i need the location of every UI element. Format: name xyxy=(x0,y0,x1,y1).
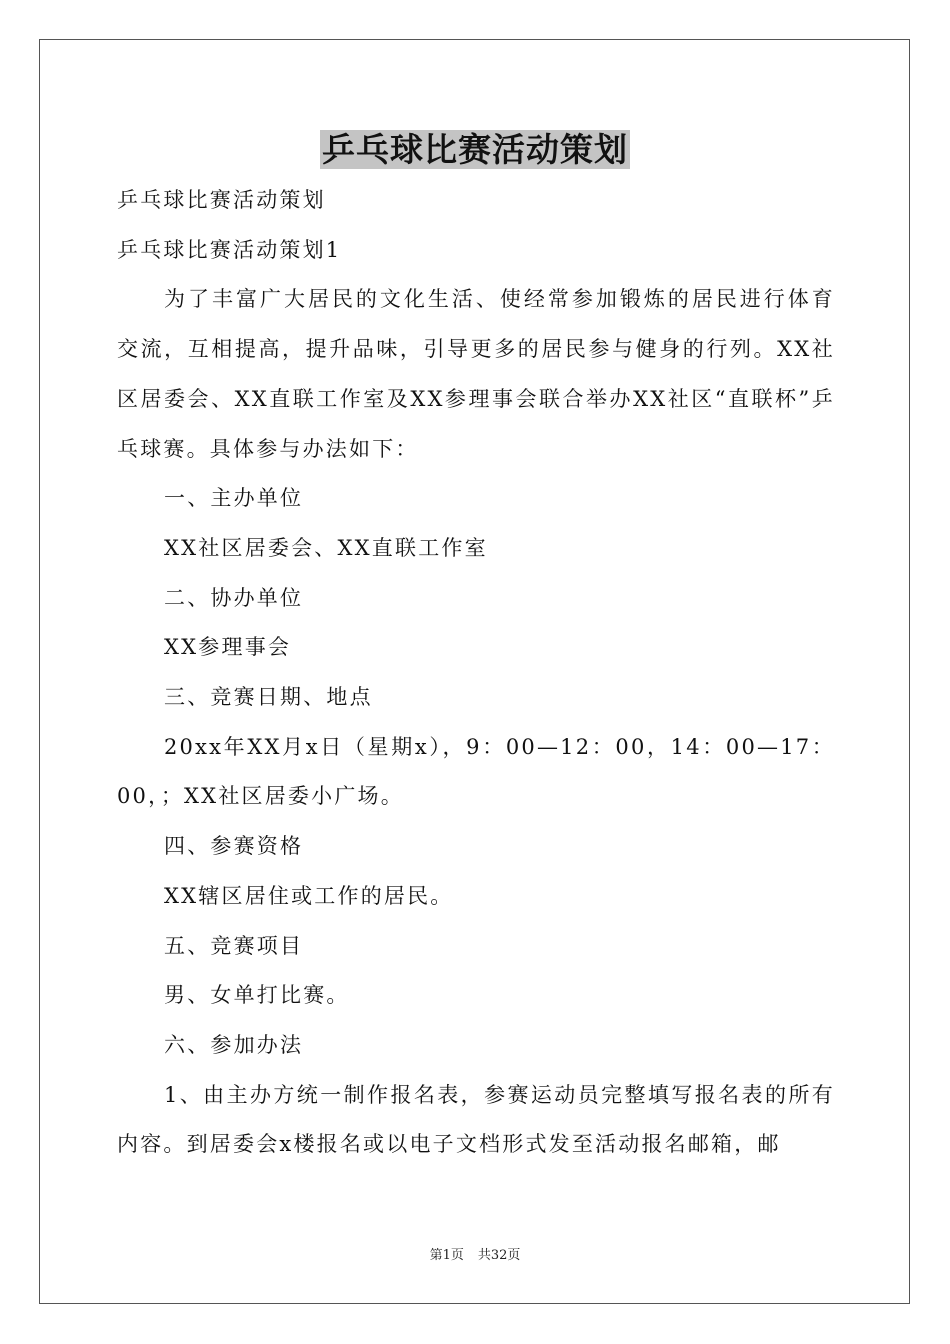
body-paragraph: 1、由主办方统一制作报名表，参赛运动员完整填写报名表的所有内容。到居委会x楼报名或以电子文档形式发至活动报名邮箱，邮 xyxy=(117,1082,835,1157)
body-paragraph: XX辖区居住或工作的居民。 xyxy=(164,883,454,908)
body-paragraph: 男、女单打比赛。 xyxy=(164,983,350,1008)
document-title xyxy=(0,128,950,172)
page-total: 共32页 xyxy=(477,1248,521,1263)
body-paragraph: 五、竞赛项目 xyxy=(164,933,304,958)
body-paragraph: 乒乓球比赛活动策划 xyxy=(117,188,326,212)
body-paragraph: 三、竞赛日期、地点 xyxy=(164,685,373,710)
body-paragraph: 六、参加办法 xyxy=(164,1032,304,1057)
body-paragraph: 乒乓球比赛活动策划1 xyxy=(117,237,342,262)
document-body xyxy=(117,176,835,1170)
body-paragraph: 为了丰富广大居民的文化生活、使经常参加锻炼的居民进行体育交流，互相提高，提升品味，引导更多的居民参与健身的行列。XX社区居委会、XX直联工作室及XX参理事会联合举办XX社区“直联杯”乒乓球赛。具体参与办法如下： xyxy=(117,287,835,461)
body-paragraph: 四、参赛资格 xyxy=(164,834,304,859)
body-paragraph: 二、协办单位 xyxy=(164,585,304,610)
page-footer xyxy=(0,1247,950,1265)
page-number: 第1页 xyxy=(429,1248,464,1263)
body-paragraph: 20xx年XX月x日（星期x），9：00—12：00，14：00—17：00，；XX社区居委小广场。 xyxy=(117,734,835,809)
body-paragraph: 一、主办单位 xyxy=(164,486,304,511)
body-paragraph: XX社区居委会、XX直联工作室 xyxy=(164,535,488,560)
body-paragraph: XX参理事会 xyxy=(164,635,292,660)
document-title-text: 乒乓球比赛活动策划 xyxy=(322,130,628,169)
